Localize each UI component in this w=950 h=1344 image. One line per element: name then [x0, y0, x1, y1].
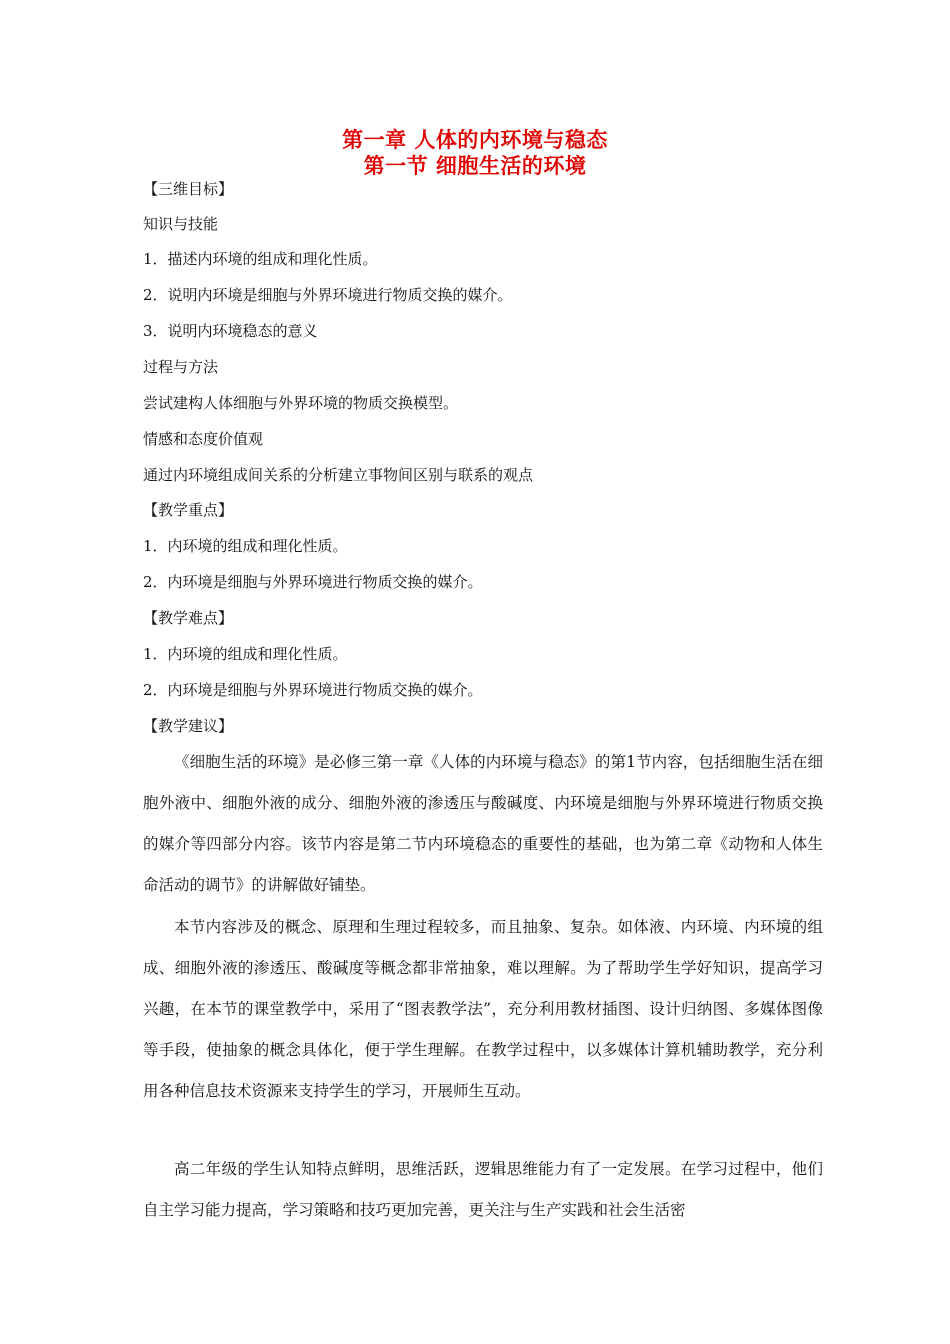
process-heading: 过程与方法 [143, 358, 219, 376]
emotion-heading: 情感和态度价值观 [143, 430, 264, 448]
suggestion-paragraph: 高二年级的学生认知特点鲜明，思维活跃，逻辑思维能力有了一定发展。在学习过程中，他们自主学习能力提高，学习策略和技巧更加完善，更关注与生产实践和社会生活密 [143, 1160, 823, 1219]
key-point-item: 2．内环境是细胞与外界环境进行物质交换的媒介。 [143, 573, 483, 591]
suggestions-heading: 【教学建议】 [143, 717, 234, 735]
knowledge-item: 3．说明内环境稳态的意义 [143, 322, 318, 340]
knowledge-item: 2．说明内环境是细胞与外界环境进行物质交换的媒介。 [143, 286, 513, 304]
difficult-point-item: 1．内环境的组成和理化性质。 [143, 645, 348, 663]
key-points-heading: 【教学重点】 [143, 501, 234, 519]
knowledge-heading: 知识与技能 [143, 215, 219, 233]
emotion-text: 通过内环境组成间关系的分析建立事物间区别与联系的观点 [143, 466, 534, 484]
chapter-title: 第一章 人体的内环境与稳态 [342, 127, 608, 152]
section-title: 第一节 细胞生活的环境 [363, 153, 587, 178]
process-text: 尝试建构人体细胞与外界环境的物质交换模型。 [143, 394, 459, 412]
difficult-point-item: 2．内环境是细胞与外界环境进行物质交换的媒介。 [143, 681, 483, 699]
objectives-heading: 【三维目标】 [143, 180, 234, 198]
suggestion-paragraph: 本节内容涉及的概念、原理和生理过程较多，而且抽象、复杂。如体液、内环境、内环境的组成、细胞外液的渗透压、酸碱度等概念都非常抽象，难以理解。为了帮助学生学好知识，提高学习兴趣，在本节的课堂教学中，采用了“图表教学法”，充分利用教材插图、设计归纳图、多媒体图像等手段，使抽象的概念具体化，便于学生理解。在教学过程中，以多媒体计算机辅助教学，充分利用各种信息技术资源来支持学生的学习，开展师生互动。 [143, 918, 823, 1100]
key-point-item: 1．内环境的组成和理化性质。 [143, 537, 348, 555]
suggestion-paragraph: 《细胞生活的环境》是必修三第一章《人体的内环境与稳态》的第1节内容，包括细胞生活在细胞外液中、细胞外液的成分、细胞外液的渗透压与酸碱度、内环境是细胞与外界环境进行物质交换的媒介等四部分内容。该节内容是第二节内环境稳态的重要性的基础，也为第二章《动物和人体生命活动的调节》的讲解做好铺垫。 [143, 753, 823, 894]
knowledge-item: 1．描述内环境的组成和理化性质。 [143, 250, 378, 268]
difficult-points-heading: 【教学难点】 [143, 609, 234, 627]
